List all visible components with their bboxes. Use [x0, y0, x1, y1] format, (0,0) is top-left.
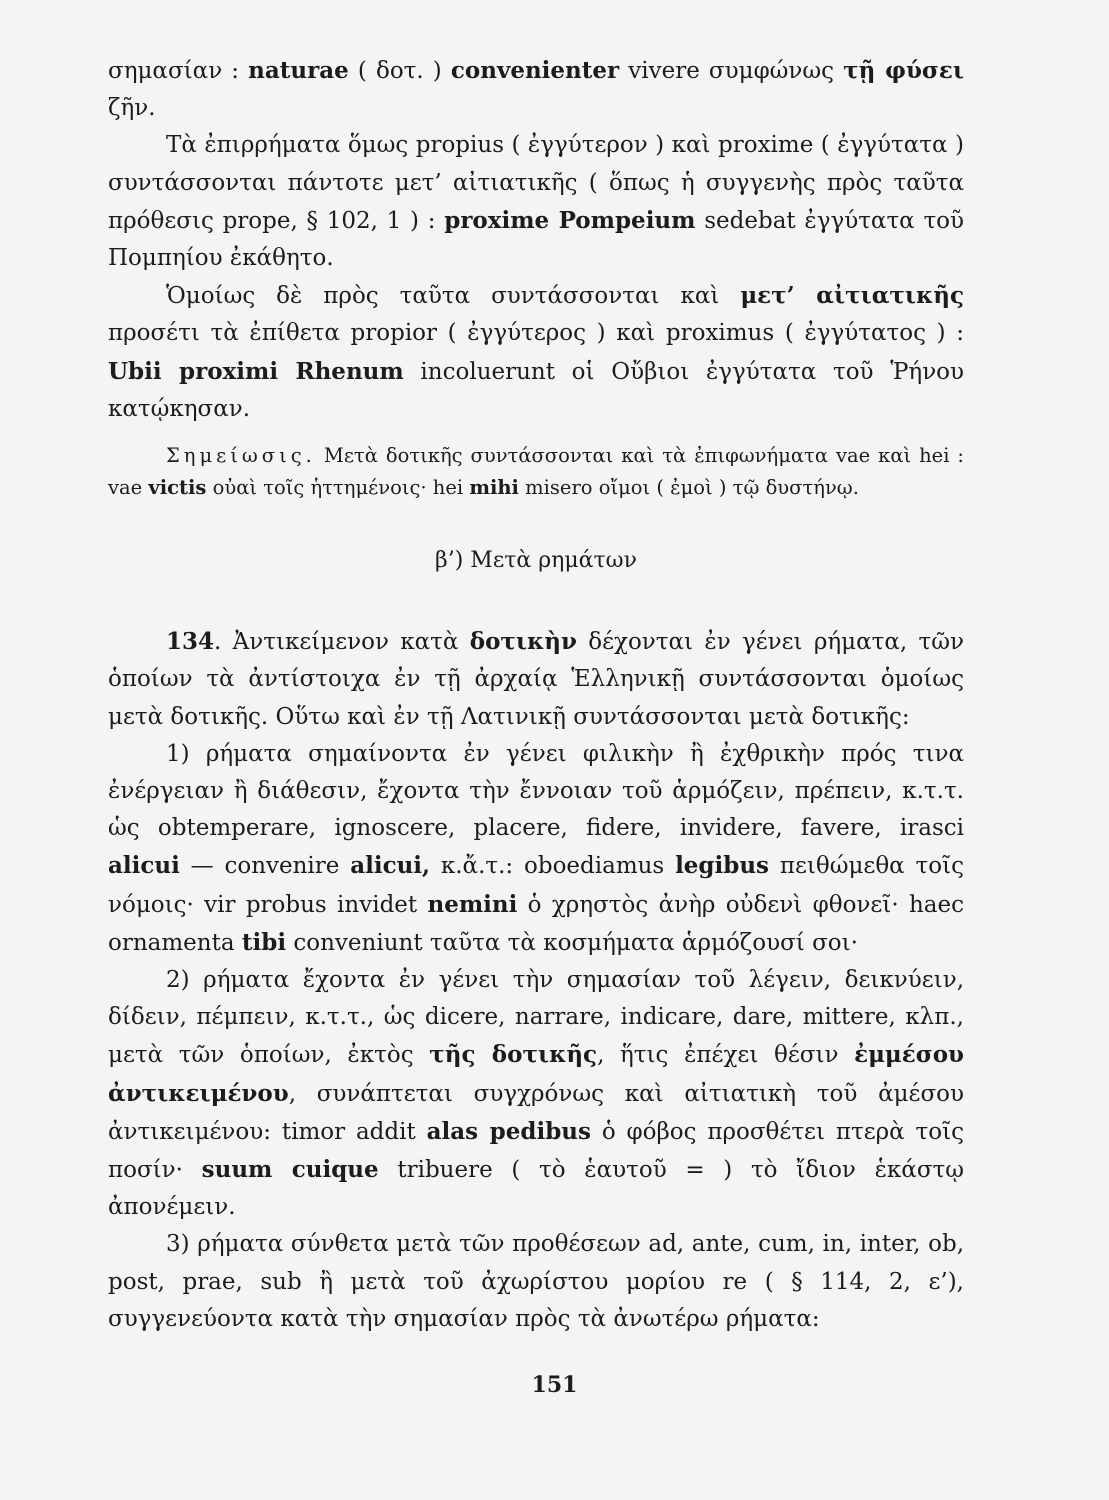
- page-number: 151: [531, 1372, 578, 1398]
- section-number: 134: [166, 628, 215, 656]
- note-label: Σημείωσις.: [166, 444, 316, 468]
- paragraph-adjectives: Ὁμοίως δὲ πρὸς ταῦτα συντάσσονται καὶ μετ’ αἰτιατικῆς προσέτι τὰ ἐπίθετα propior ( ἐγγύτερος ) καὶ proximus ( ἐγγύτατος ) : Ubii proximi Rhenum incoluerunt οἱ Οὔβιοι ἐγγύτατα τοῦ Ῥήνου κατῴκησαν.: [108, 282, 964, 422]
- paragraph-continuation: σημασίαν : naturae ( δοτ. ) convenienter vivere συμφώνως τῇ φύσει ζῆν.: [108, 57, 964, 122]
- paragraph-adverbs: Τὰ ἐπιρρήματα ὅμως propius ( ἐγγύτερον ) καὶ proxime ( ἐγγύτατα ) συντάσσονται πάντοτε μετ’ αἰτιατικῆς ( ὅπως ἡ συγγενὴς πρὸς ταῦτα πρόθεσις prope, § 102, 1 ) : proxime Pompeium sedebat ἐγγύτατα τοῦ Πομπηίου ἐκάθητο.: [108, 132, 964, 272]
- list-item-1: 1) ρήματα σημαίνοντα ἐν γένει φιλικὴν ἢ ἐχθρικὴν πρός τινα ἐνέργειαν ἢ διάθεσιν, ἔχοντα τὴν ἔννοιαν τοῦ ἁρμόζειν, πρέπειν, κ.τ.τ. ὡς obtemperare, ignoscere, placere, fidere, invidere, favere, irasci alicui — convenire alicui, κ.ἄ.τ.: oboediamus legibus πειθώμεθα τοῖς νόμοις· vir probus invidet nemini ὁ χρηστὸς ἀνὴρ οὐδενὶ φθονεῖ· haec ornamenta tibi conveniunt ταῦτα τὰ κοσμήματα ἁρμόζουσί σοι·: [108, 740, 964, 956]
- section-heading: β’) Μετὰ ρημάτων: [435, 548, 637, 574]
- list-item-3: 3) ρήματα σύνθετα μετὰ τῶν προθέσεων ad, ante, cum, in, inter, ob, post, prae, sub ἢ μετὰ τοῦ ἀχωρίστου μορίου re ( § 114, 2, ε’), συγγενεύοντα κατὰ τὴν σημασίαν πρὸς τὰ ἀνωτέρω ρήματα:: [108, 1231, 964, 1332]
- list-item-2: 2) ρήματα ἔχοντα ἐν γένει τὴν σημασίαν τοῦ λέγειν, δεικνύειν, δίδειν, πέμπειν, κ.τ.τ., ὡς dicere, narrare, indicare, dare, mittere, κλπ., μετὰ τῶν ὁποίων, ἐκτὸς τῆς δοτικῆς, ἥτις ἐπέχει θέσιν ἐμμέσου ἀντικειμένου, συνάπτεται συγχρόνως καὶ αἰτιατικὴ τοῦ ἀμέσου ἀντικειμένου: timor addit alas pedibus ὁ φόβος προσθέτει πτερὰ τοῖς ποσίν· suum cuique tribuere ( τὸ ἑαυτοῦ = ) τὸ ἴδιον ἑκάστῳ ἀπονέμειν.: [108, 967, 965, 1221]
- note-paragraph: Σημείωσις. Μετὰ δοτικῆς συντάσσονται καὶ τὰ ἐπιφωνήματα vae καὶ hei : vae victis οὐαὶ τοῖς ἡττημένοις· hei mihi misero οἴμοι ( ἐμοὶ ) τῷ δυστήνῳ.: [108, 444, 964, 500]
- page-text: [108, 52, 964, 1338]
- paragraph-134: 134. Ἀντικείμενον κατὰ δοτικὴν δέχονται ἐν γένει ρήματα, τῶν ὁποίων τὰ ἀντίστοιχα ἐν τῇ ἀρχαίᾳ Ἑλληνικῇ συντάσσονται ὁμοίως μετὰ δοτικῆς. Οὕτω καὶ ἐν τῇ Λατινικῇ συντάσσονται μετὰ δοτικῆς:: [108, 628, 964, 730]
